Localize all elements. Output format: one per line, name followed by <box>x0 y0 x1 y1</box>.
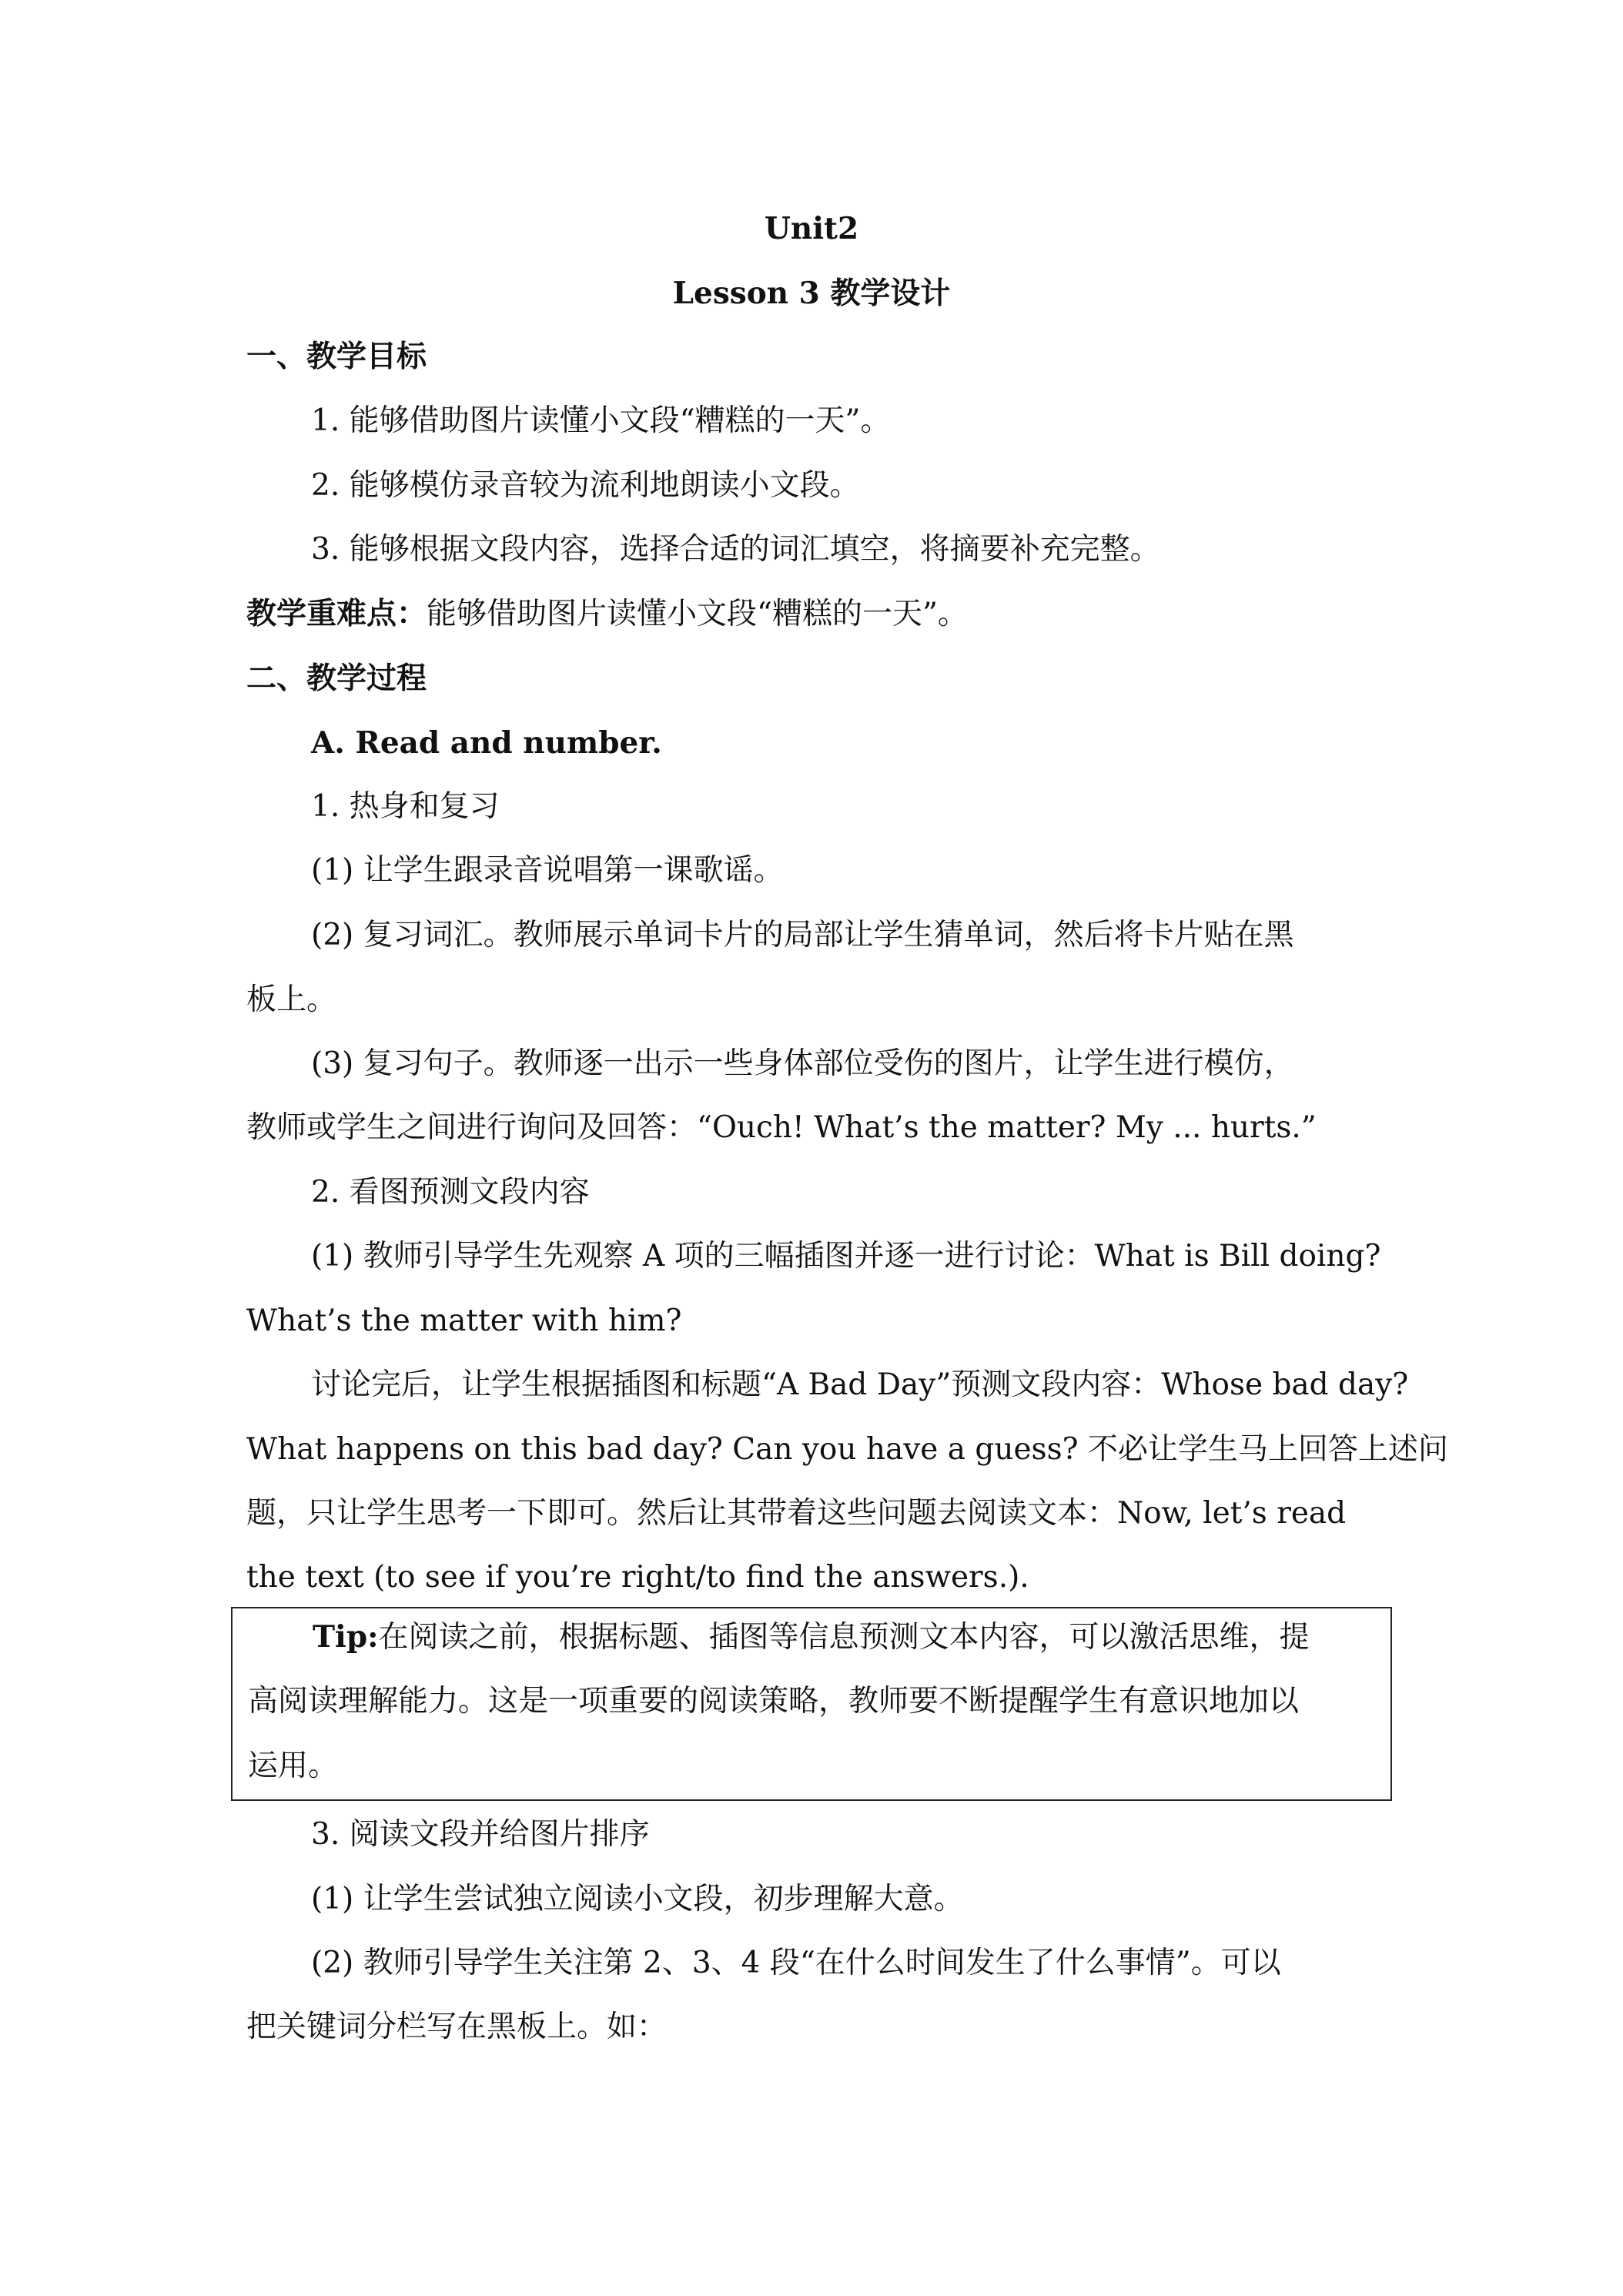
paragraph-line: (1) 让学生跟录音说唱第一课歌谣。 <box>311 853 784 888</box>
paragraph-line: 讨论完后，让学生根据插图和标题“A Bad Day”预测文段内容：Whose bad day? <box>311 1367 1409 1402</box>
objective-item: 2. 能够模仿录音较为流利地朗读小文段。 <box>311 468 860 503</box>
part-a-heading: A. Read and number. <box>311 725 662 761</box>
step-heading: 1. 热身和复习 <box>311 789 500 824</box>
paragraph-line: (1) 让学生尝试独立阅读小文段，初步理解大意。 <box>311 1882 964 1916</box>
paragraph-line: What’s the matter with him? <box>246 1304 682 1338</box>
paragraph-line: the text (to see if you’re right/to find the answers.). <box>246 1560 1029 1595</box>
step-heading: 3. 阅读文段并给图片排序 <box>311 1817 650 1852</box>
paragraph-line: (2) 复习词汇。教师展示单词卡片的局部让学生猜单词，然后将卡片贴在黑 <box>311 918 1294 952</box>
paragraph-line: 板上。 <box>246 982 337 1017</box>
section-heading-process: 二、教学过程 <box>246 661 427 696</box>
paragraph-line: (1) 教师引导学生先观察 A 项的三幅插图并逐一进行讨论：What is Bill doing? <box>311 1239 1381 1274</box>
doc-title: Unit2 <box>764 211 859 246</box>
doc-subtitle: Lesson 3 教学设计 <box>672 276 951 311</box>
paragraph-line: 教师或学生之间进行询问及回答：“Ouch! What’s the matter? My ... hurts.” <box>246 1110 1317 1145</box>
tip-label: Tip: <box>313 1619 379 1655</box>
key-point-label: 教学重难点： <box>246 596 427 631</box>
tip-line: 运用。 <box>248 1749 339 1783</box>
key-point-text: 能够借助图片读懂小文段“糟糕的一天”。 <box>427 597 968 631</box>
tip-text: 在阅读之前，根据标题、插图等信息预测文本内容，可以激活思维，提 <box>378 1620 1310 1655</box>
paragraph-line: (2) 教师引导学生关注第 2、3、4 段“在什么时间发生了什么事情”。可以 <box>311 1946 1281 1980</box>
paragraph-line: 把关键词分栏写在黑板上。如： <box>246 2010 668 2044</box>
tip-box <box>231 1607 1392 1801</box>
objective-item: 1. 能够借助图片读懂小文段“糟糕的一天”。 <box>311 403 891 438</box>
paragraph-line: (3) 复习句子。教师逐一出示一些身体部位受伤的图片，让学生进行模仿， <box>311 1046 1294 1081</box>
objective-item: 3. 能够根据文段内容，选择合适的词汇填空，将摘要补充完整。 <box>311 532 1160 567</box>
key-point-line <box>246 594 968 634</box>
section-heading-objectives: 一、教学目标 <box>246 339 427 374</box>
paragraph-line: What happens on this bad day? Can you have a guess? 不必让学生马上回答上述问 <box>246 1432 1448 1467</box>
paragraph-line: 题，只让学生思考一下即可。然后让其带着这些问题去阅读文本：Now, let’s read <box>246 1496 1347 1531</box>
tip-line: 高阅读理解能力。这是一项重要的阅读策略，教师要不断提醒学生有意识地加以 <box>248 1684 1300 1719</box>
tip-line <box>313 1618 1310 1657</box>
step-heading: 2. 看图预测文段内容 <box>311 1175 590 1210</box>
